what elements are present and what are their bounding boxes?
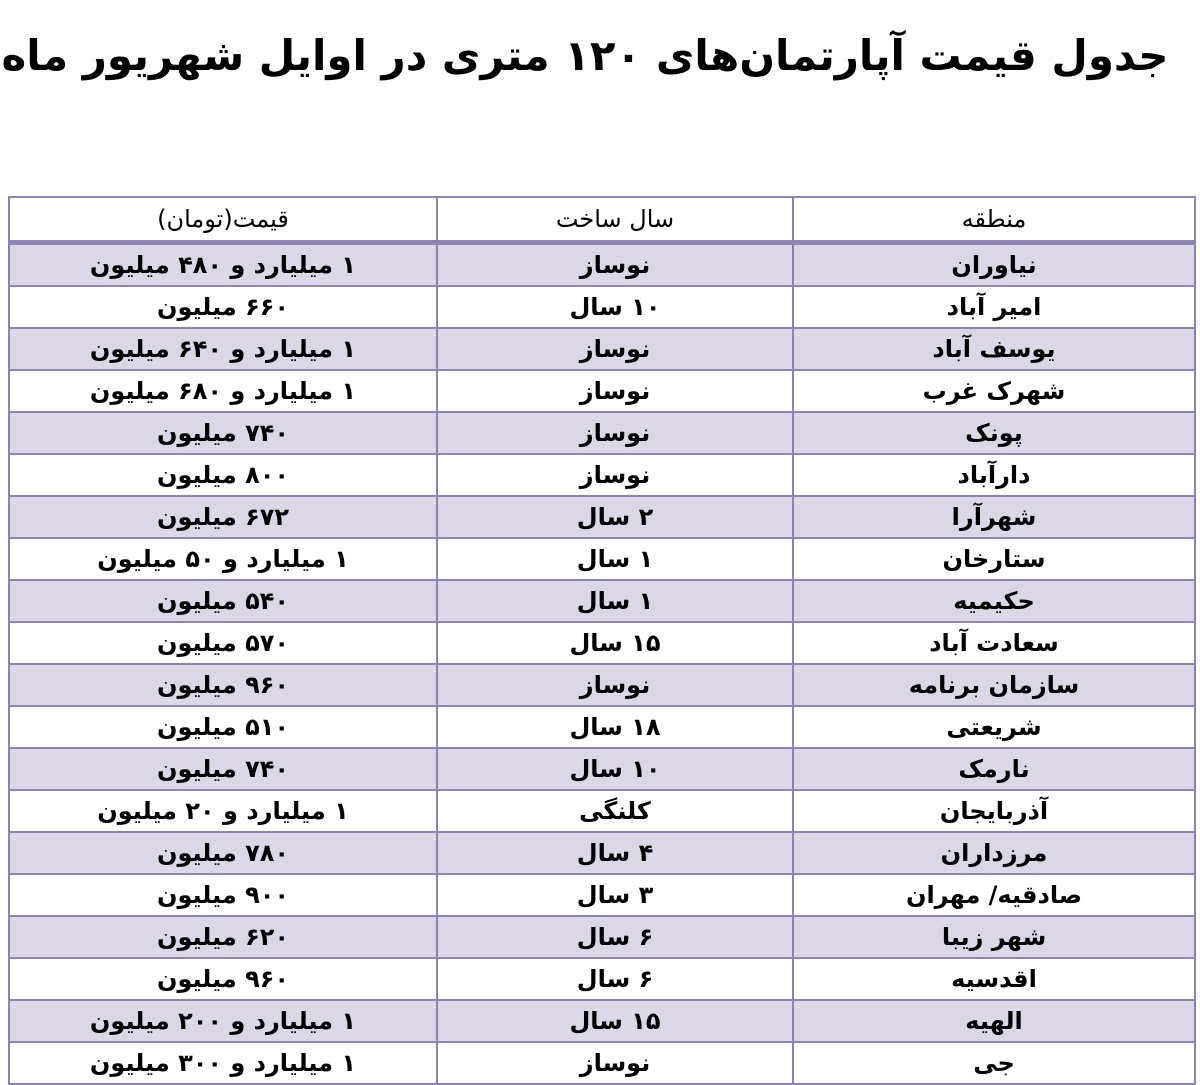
build-year-cell: ۱۰ سال (437, 286, 793, 328)
region-cell: صادقیه/ مهران (793, 874, 1195, 916)
table-row (9, 664, 1195, 706)
table-row (9, 370, 1195, 412)
build-year-cell: نوساز (437, 412, 793, 454)
table-row (9, 790, 1195, 832)
build-year-cell: کلنگی (437, 790, 793, 832)
region-cell: دارآباد (793, 454, 1195, 496)
price-cell: ۵۷۰ میلیون (9, 622, 437, 664)
build-year-cell: نوساز (437, 370, 793, 412)
price-cell: ۷۸۰ میلیون (9, 832, 437, 874)
region-cell: شهر زیبا (793, 916, 1195, 958)
build-year-cell: نوساز (437, 328, 793, 370)
table-row (9, 874, 1195, 916)
build-year-cell: ۳ سال (437, 874, 793, 916)
price-cell: ۹۰۰ میلیون (9, 874, 437, 916)
table-row (9, 454, 1195, 496)
region-cell: اقدسیه (793, 958, 1195, 1000)
price-cell: ۷۴۰ میلیون (9, 412, 437, 454)
table-row (9, 832, 1195, 874)
price-cell: ۵۱۰ میلیون (9, 706, 437, 748)
build-year-cell: نوساز (437, 1042, 793, 1084)
table-row (9, 286, 1195, 328)
table-row (9, 412, 1195, 454)
region-cell: جی (793, 1042, 1195, 1084)
price-cell: ۸۰۰ میلیون (9, 454, 437, 496)
build-year-cell: نوساز (437, 243, 793, 287)
region-cell: امیر آباد (793, 286, 1195, 328)
build-year-cell: ۴ سال (437, 832, 793, 874)
build-year-cell: ۱۸ سال (437, 706, 793, 748)
build-year-cell: ۱۰ سال (437, 748, 793, 790)
build-year-cell: ۱ سال (437, 580, 793, 622)
price-cell: ۵۴۰ میلیون (9, 580, 437, 622)
table-row (9, 328, 1195, 370)
price-cell: ۱ میلیارد و ۵۰ میلیون (9, 538, 437, 580)
region-cell: ستارخان (793, 538, 1195, 580)
price-cell: ۱ میلیارد و ۳۰۰ میلیون (9, 1042, 437, 1084)
build-year-cell: نوساز (437, 664, 793, 706)
table-body (9, 243, 1195, 1085)
table-row (9, 622, 1195, 664)
table-row (9, 706, 1195, 748)
price-cell: ۱ میلیارد و ۶۸۰ میلیون (9, 370, 437, 412)
region-cell: پونک (793, 412, 1195, 454)
apartment-price-table (8, 196, 1196, 1085)
build-year-cell: ۶ سال (437, 958, 793, 1000)
table-row (9, 958, 1195, 1000)
price-cell: ۱ میلیارد و ۴۸۰ میلیون (9, 243, 437, 287)
region-cell: نیاوران (793, 243, 1195, 287)
region-cell: الهیه (793, 1000, 1195, 1042)
table-row (9, 916, 1195, 958)
price-cell: ۶۶۰ میلیون (9, 286, 437, 328)
price-cell: ۹۶۰ میلیون (9, 664, 437, 706)
region-cell: نارمک (793, 748, 1195, 790)
price-cell: ۱ میلیارد و ۲۰۰ میلیون (9, 1000, 437, 1042)
region-cell: سعادت آباد (793, 622, 1195, 664)
region-cell: حکیمیه (793, 580, 1195, 622)
table-row (9, 243, 1195, 287)
page-title: جدول قیمت آپارتمان‌های ۱۲۰ متری در اوایل شهریور ماه (1, 31, 1169, 80)
price-cell: ۱ میلیارد و ۲۰ میلیون (9, 790, 437, 832)
region-cell: شهرآرا (793, 496, 1195, 538)
table-row (9, 1000, 1195, 1042)
price-cell: ۱ میلیارد و ۶۴۰ میلیون (9, 328, 437, 370)
build-year-cell: ۱ سال (437, 538, 793, 580)
price-cell: ۶۷۲ میلیون (9, 496, 437, 538)
region-cell: شهرک غرب (793, 370, 1195, 412)
build-year-cell: ۱۵ سال (437, 1000, 793, 1042)
table-row (9, 496, 1195, 538)
build-year-cell: ۲ سال (437, 496, 793, 538)
region-cell: شریعتی (793, 706, 1195, 748)
build-year-cell: نوساز (437, 454, 793, 496)
table-header-row (9, 197, 1195, 243)
header-build-year: سال ساخت (437, 197, 793, 243)
price-cell: ۷۴۰ میلیون (9, 748, 437, 790)
table-row (9, 580, 1195, 622)
build-year-cell: ۱۵ سال (437, 622, 793, 664)
price-cell: ۹۶۰ میلیون (9, 958, 437, 1000)
header-region: منطقه (793, 197, 1195, 243)
build-year-cell: ۶ سال (437, 916, 793, 958)
region-cell: مرزداران (793, 832, 1195, 874)
table-row (9, 538, 1195, 580)
region-cell: یوسف آباد (793, 328, 1195, 370)
table-row (9, 748, 1195, 790)
price-cell: ۶۲۰ میلیون (9, 916, 437, 958)
region-cell: سازمان برنامه (793, 664, 1195, 706)
region-cell: آذربایجان (793, 790, 1195, 832)
table-row (9, 1042, 1195, 1084)
header-price: قیمت(تومان) (9, 197, 437, 243)
